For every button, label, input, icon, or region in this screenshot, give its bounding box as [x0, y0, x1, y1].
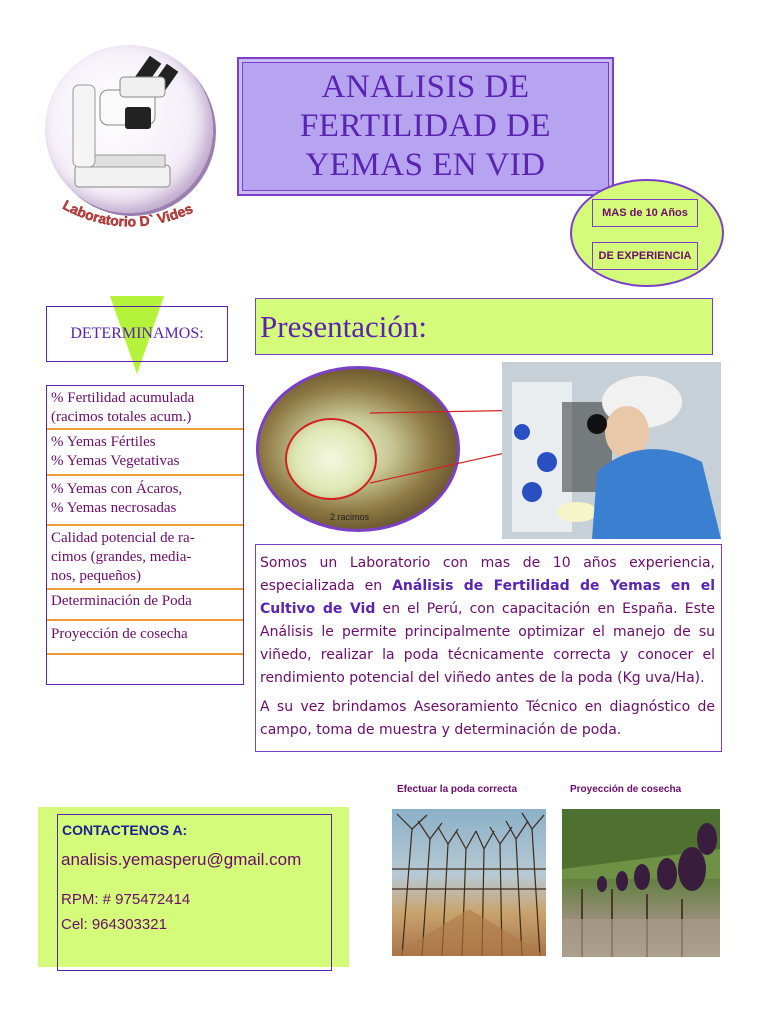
list-divider — [47, 524, 243, 526]
contact-email-link[interactable]: analisis.yemasperu@gmail.com — [61, 850, 302, 869]
vineyard-harvest-photo — [562, 809, 720, 957]
experience-line-2: DE EXPERIENCIA — [592, 242, 698, 270]
list-divider — [47, 619, 243, 621]
experience-badge — [570, 179, 724, 287]
list-divider — [47, 428, 243, 430]
description-text — [260, 552, 715, 748]
list-divider — [47, 588, 243, 590]
list-item: % Yemas Fértiles % Yemas Vegetativas — [51, 434, 180, 469]
bud-highlight-circle — [285, 418, 377, 500]
list-item: % Yemas con Ácaros, % Yemas necrosadas — [51, 481, 183, 516]
experience-line-1: MAS de 10 Años — [592, 199, 698, 227]
logo-microscope — [45, 45, 213, 213]
determinamos-list — [46, 385, 244, 685]
presentacion-heading: Presentación: — [260, 309, 428, 344]
lab-technician-photo — [502, 362, 721, 539]
svg-text:Laboratorio D` Vides: Laboratorio D` Vides — [60, 196, 196, 230]
list-item: Proyección de cosecha — [51, 626, 188, 642]
pruning-caption: Efectuar la poda correcta — [397, 784, 518, 795]
vineyard-pruning-photo — [392, 809, 546, 956]
determinamos-heading: DETERMINAMOS: — [46, 306, 228, 362]
list-item: Calidad potencial de ra- cimos (grandes, media- nos, pequeños) — [51, 530, 195, 584]
list-item: Determinación de Poda — [51, 593, 192, 609]
description-paragraph-1: Somos un Laboratorio con mas de 10 años experiencia, especializada en Análisis de Fertilidad de Yemas en el Cultivo de Vid en el Perú, con capacitación en España. Este Análisis le permite principalmente optimizar el manejo de su viñedo, realizar la poda técnicamente correcta y conocer el rendimiento potencial del viñedo antes de la poda (Kg uva/Ha). — [260, 555, 715, 686]
list-divider — [47, 653, 243, 655]
page-title: ANALISIS DE FERTILIDAD DE YEMAS EN VID — [299, 69, 552, 183]
microscope-icon — [45, 45, 213, 213]
image-label: 2 racimos — [330, 512, 370, 522]
contact-title: CONTACTENOS A: — [62, 822, 188, 838]
title-box — [237, 57, 614, 196]
contact-cel: Cel: 964303321 — [61, 916, 167, 933]
list-item: % Fertilidad acumulada (racimos totales acum.) — [51, 390, 195, 425]
list-divider — [47, 474, 243, 476]
harvest-caption: Proyección de cosecha — [570, 784, 682, 795]
description-paragraph-2: A su vez brindamos Asesoramiento Técnico en diagnóstico de campo, toma de muestra y determinación de poda. — [260, 699, 715, 738]
contact-rpm: RPM: # 975472414 — [61, 891, 191, 908]
logo-caption — [40, 196, 220, 256]
